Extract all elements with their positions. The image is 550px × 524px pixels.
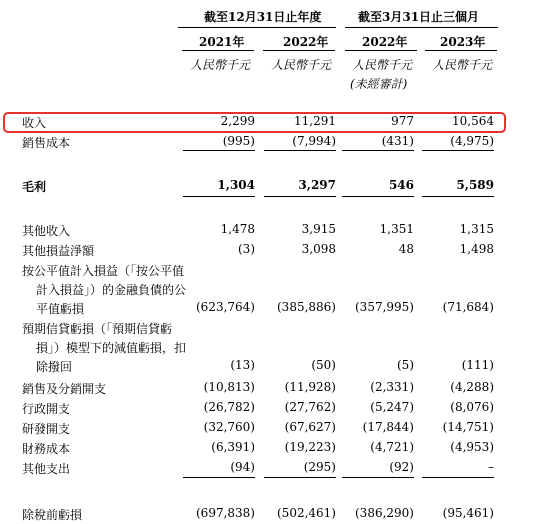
- row-label: 計入損益」）的金融負債的公: [36, 283, 187, 297]
- row-value: 1,304: [217, 178, 255, 192]
- col-rule-2: [263, 50, 335, 51]
- row-value: (295): [303, 460, 336, 474]
- expenses-rule: [183, 477, 255, 478]
- year-period-header: 截至12月31日止年度: [204, 10, 322, 24]
- row-value: (17,844): [362, 420, 414, 434]
- row-label: 銷售及分銷開支: [22, 382, 107, 396]
- row-value: (357,995): [355, 300, 414, 314]
- subtotal-rule: [183, 150, 255, 151]
- row-value: 3,098: [301, 242, 336, 256]
- unaudited-note: (未經審計): [350, 77, 408, 91]
- row-value: (94): [230, 460, 255, 474]
- subtotal-rule: [342, 150, 414, 151]
- gross-profit-rule: [264, 196, 336, 197]
- gross-profit-rule: [422, 196, 494, 197]
- row-value: (92): [389, 460, 414, 474]
- row-value: (95,461): [442, 506, 494, 520]
- unit-label: 人民幣千元: [190, 58, 251, 72]
- row-label: 收入: [22, 116, 47, 130]
- row-value: (8,076): [450, 400, 494, 414]
- row-value: 5,589: [456, 178, 494, 192]
- row-value: 1,351: [379, 222, 414, 236]
- expenses-rule: [422, 477, 494, 478]
- row-label: 損」）模型下的減值虧損，扣: [36, 341, 187, 355]
- year-header-rule: [178, 27, 336, 28]
- unit-label: 人民幣千元: [352, 58, 413, 72]
- expenses-rule: [264, 477, 336, 478]
- col-year-2021: 2021年: [199, 35, 245, 49]
- row-value: (13): [230, 358, 255, 372]
- row-value: (26,782): [203, 400, 255, 414]
- row-value: 3,915: [301, 222, 336, 236]
- row-value: (6,391): [211, 440, 255, 454]
- row-value: (19,223): [284, 440, 336, 454]
- row-label: 財務成本: [22, 442, 71, 456]
- row-value: (386,290): [355, 506, 414, 520]
- row-value: (27,762): [284, 400, 336, 414]
- row-value: (431): [381, 134, 414, 148]
- row-value: 11,291: [294, 114, 336, 128]
- row-value: (502,461): [277, 506, 336, 520]
- row-label: 預期信貸虧損（「預期信貸虧: [22, 322, 173, 336]
- row-label: 除稅前虧損: [22, 508, 83, 522]
- row-value: (7,994): [292, 134, 336, 148]
- row-value: 1,478: [220, 222, 255, 236]
- subtotal-rule: [422, 150, 494, 151]
- row-label: 按公平值計入損益（「按公平值: [22, 264, 185, 278]
- col-year-2022: 2022年: [283, 35, 329, 49]
- row-value: (71,684): [442, 300, 494, 314]
- row-value: (3): [238, 242, 255, 256]
- row-value: (4,288): [450, 380, 494, 394]
- col-quarter-2022: 2022年: [362, 35, 408, 49]
- row-value: 2,299: [220, 114, 255, 128]
- gross-profit-rule: [342, 196, 414, 197]
- row-value: 1,315: [459, 222, 494, 236]
- row-value: (4,721): [370, 440, 414, 454]
- row-value: (5,247): [370, 400, 414, 414]
- col-rule-3: [345, 50, 417, 51]
- quarter-period-header: 截至3月31日止三個月: [358, 10, 480, 24]
- row-value: 546: [388, 178, 414, 192]
- unit-label: 人民幣千元: [432, 58, 493, 72]
- col-rule-1: [182, 50, 254, 51]
- row-value: (385,886): [277, 300, 336, 314]
- row-value: (995): [222, 134, 255, 148]
- row-label: 平值虧損: [36, 302, 85, 316]
- row-value: (67,627): [284, 420, 336, 434]
- row-label: 銷售成本: [22, 136, 71, 150]
- gross-profit-rule: [183, 196, 255, 197]
- row-value: (623,764): [196, 300, 255, 314]
- row-value: 977: [391, 114, 414, 128]
- quarter-header-rule: [345, 27, 498, 28]
- row-label: 行政開支: [22, 402, 71, 416]
- row-value: 1,498: [459, 242, 494, 256]
- expenses-rule: [342, 477, 414, 478]
- row-value: 10,564: [452, 114, 494, 128]
- row-label: 其他損益淨額: [22, 244, 95, 258]
- col-rule-4: [425, 50, 497, 51]
- row-label: 研發開支: [22, 422, 71, 436]
- row-label: 除撥回: [36, 360, 73, 374]
- row-value: (10,813): [203, 380, 255, 394]
- row-value: (111): [461, 358, 494, 372]
- row-value: 48: [398, 242, 414, 256]
- row-value: (50): [311, 358, 336, 372]
- row-value: (4,953): [450, 440, 494, 454]
- row-value: (32,760): [203, 420, 255, 434]
- row-value: (2,331): [370, 380, 414, 394]
- unit-label: 人民幣千元: [271, 58, 332, 72]
- row-label: 其他支出: [22, 462, 71, 476]
- row-value: (14,751): [442, 420, 494, 434]
- row-value: 3,297: [298, 178, 336, 192]
- col-quarter-2023: 2023年: [440, 35, 486, 49]
- row-value: (5): [397, 358, 414, 372]
- subtotal-rule: [264, 150, 336, 151]
- row-value: (697,838): [196, 506, 255, 520]
- row-label: 其他收入: [22, 224, 71, 238]
- row-value: (4,975): [450, 134, 494, 148]
- row-label: 毛利: [22, 180, 47, 194]
- row-value: –: [488, 460, 494, 474]
- row-value: (11,928): [284, 380, 336, 394]
